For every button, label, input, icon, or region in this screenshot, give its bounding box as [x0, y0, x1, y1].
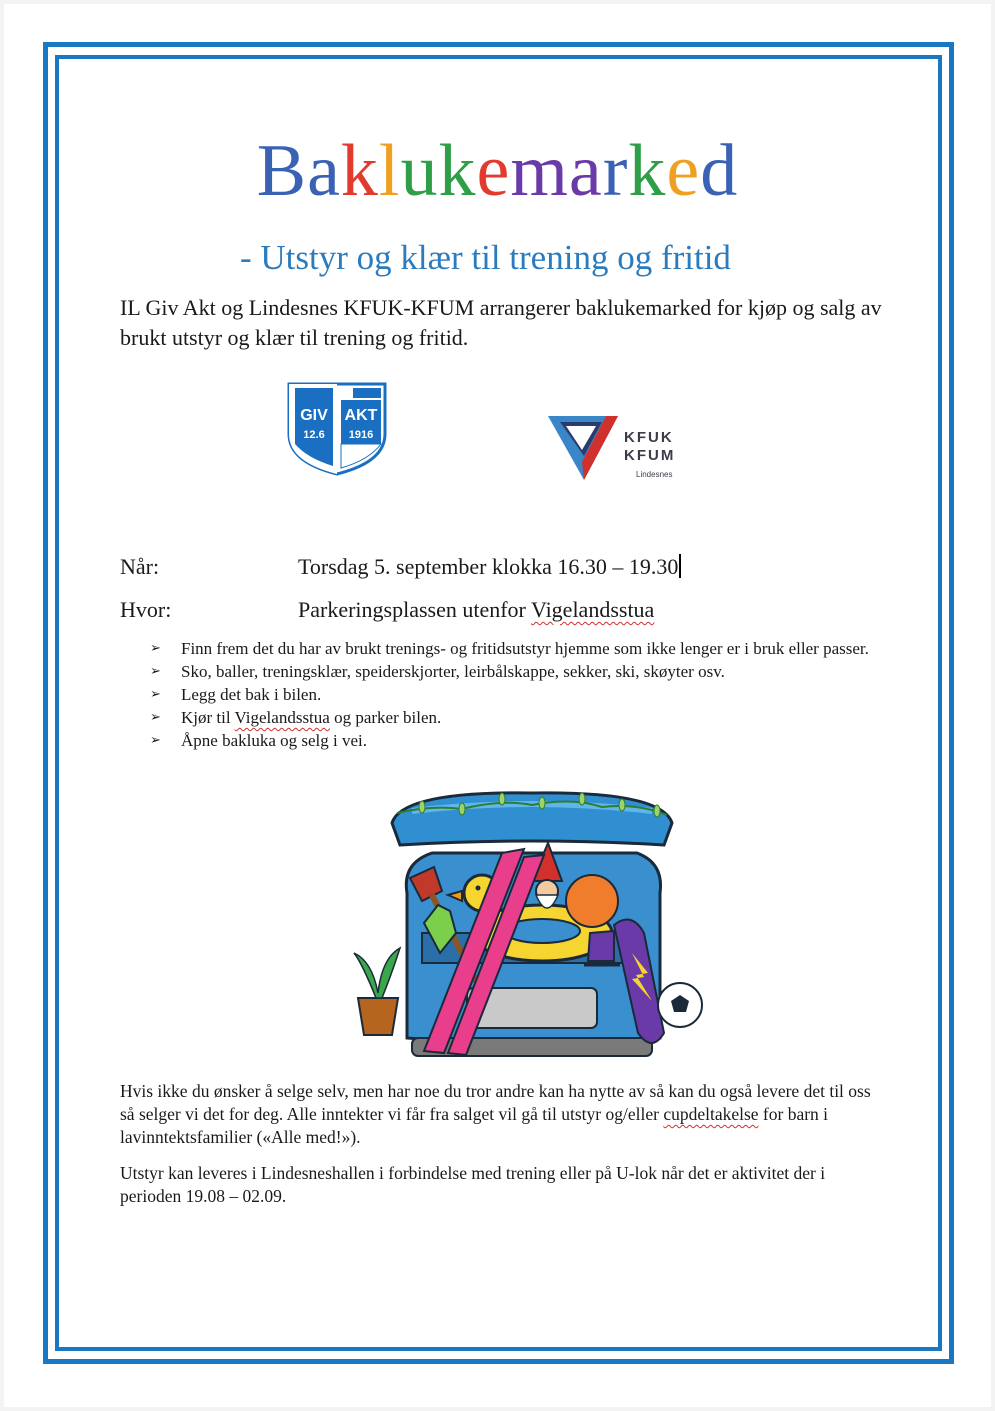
title-letter: B	[256, 130, 308, 212]
title-letter: k	[628, 130, 667, 212]
spellcheck-word: cupdeltakelse	[663, 1104, 759, 1124]
title-letter: r	[602, 130, 629, 212]
instruction-list	[150, 637, 880, 752]
title-letter: a	[568, 130, 603, 212]
title-letter: k	[438, 130, 477, 212]
dropoff-paragraph: Utstyr kan leveres i Lindesneshallen i forbindelse med trening eller på U-lok når det er aktivitet der i perioden 19.08 – 02.09.	[120, 1163, 826, 1206]
delivery-paragraph: Hvis ikke du ønsker å selge selv, men har noe du tror andre kan ha nytte av så kan du også levere det til oss så selger vi det for deg. Alle inntekter vi får fra salget vil gå til utstyr og/eller cupdeltakelse for barn i lavinntektsfamilier («Alle med!»).	[120, 1081, 871, 1147]
giv-akt-logo-date-right: 1916	[348, 429, 374, 441]
title-letter: l	[378, 130, 401, 212]
list-item: ➢ Finn frem det du har av brukt trenings- og fritidsutstyr hjemme som ikke lenger er i bruk eller passer.	[150, 639, 869, 658]
where-value: Parkeringsplassen utenfor Vigelandsstua	[298, 597, 655, 622]
page-title	[0, 128, 995, 214]
arrow-bullet-icon: ➢	[150, 710, 161, 725]
title-letter: a	[307, 130, 341, 212]
list-item: ➢ Åpne bakluka og selg i vei.	[150, 731, 368, 750]
giv-akt-logo-text-left: GIV	[300, 407, 328, 424]
list-item: ➢ Sko, baller, treningsklær, speiderskjorter, leirbålskappe, sekker, ski, skøyter osv.	[150, 662, 725, 681]
title-letter: d	[700, 130, 739, 212]
giv-akt-logo	[287, 382, 387, 476]
kfuk-logo-line1: KFUK	[624, 429, 674, 446]
list-item: ➢ Legg det bak i bilen.	[150, 685, 322, 704]
kfuk-kfum-logo	[546, 412, 691, 484]
arrow-bullet-icon: ➢	[150, 664, 161, 679]
title-letter: e	[666, 130, 701, 212]
car-trunk-illustration	[352, 783, 712, 1063]
spellcheck-word: Vigelandsstua	[531, 597, 655, 622]
arrow-bullet-icon: ➢	[150, 687, 161, 702]
arrow-bullet-icon: ➢	[150, 733, 161, 748]
giv-akt-logo-text-right: AKT	[344, 407, 378, 424]
title-letter: k	[340, 130, 379, 212]
giv-akt-logo-date-left: 12.6	[303, 429, 325, 441]
title-letter: e	[476, 130, 511, 212]
arrow-bullet-icon: ➢	[150, 641, 161, 656]
title-letter: m	[510, 130, 569, 212]
intro-paragraph: IL Giv Akt og Lindesnes KFUK-KFUM arrangerer baklukemarked for kjøp og salg av brukt utstyr og klær til trening og fritid.	[120, 295, 882, 350]
when-value: Torsdag 5. september klokka 16.30 – 19.30	[298, 553, 681, 581]
kfuk-logo-line3: Lindesnes	[636, 470, 673, 479]
list-item: ➢ Kjør til Vigelandsstua og parker bilen.	[150, 708, 442, 727]
subtitle: - Utstyr og klær til trening og fritid	[240, 238, 731, 277]
spellcheck-word: Vigelandsstua	[234, 708, 330, 727]
kfuk-logo-line2: KFUM	[624, 447, 676, 464]
title-letter: u	[400, 130, 439, 212]
when-label: Når:	[120, 554, 160, 579]
text-cursor	[679, 554, 681, 578]
where-label: Hvor:	[120, 597, 172, 622]
